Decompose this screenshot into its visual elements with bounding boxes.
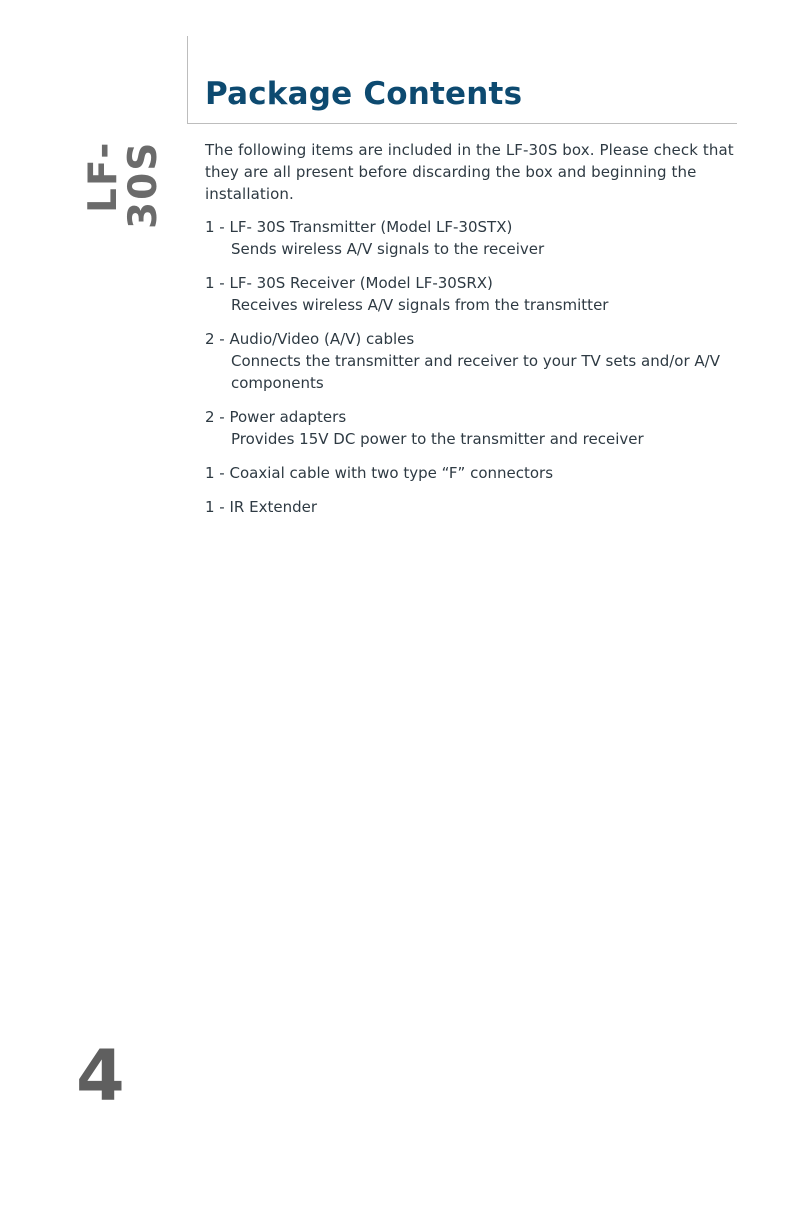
item-title: 1 - LF- 30S Transmitter (Model LF-30STX) (205, 218, 513, 236)
package-contents-list (205, 216, 740, 530)
list-item (205, 328, 740, 394)
item-title: 2 - Audio/Video (A/V) cables (205, 330, 415, 348)
list-item (205, 216, 740, 260)
intro-paragraph: The following items are included in the LF-30S box. Please check that they are all present before discarding the box and beginning the installation. (205, 141, 734, 203)
item-title: 2 - Power adapters (205, 408, 347, 426)
page-number: 4 (76, 1035, 125, 1117)
list-item (205, 406, 740, 450)
item-title: 1 - Coaxial cable with two type “F” connectors (205, 464, 554, 482)
list-item (205, 496, 740, 518)
item-description: Connects the transmitter and receiver to your TV sets and/or A/V components (231, 352, 720, 392)
item-description: Provides 15V DC power to the transmitter and receiver (231, 430, 644, 448)
item-description: Receives wireless A/V signals from the transmitter (231, 296, 609, 314)
side-model-label: LF-30S (81, 141, 166, 230)
page-title: Package Contents (205, 76, 523, 112)
header-vertical-rule (187, 36, 188, 124)
list-item (205, 462, 740, 484)
item-description: Sends wireless A/V signals to the receiver (231, 240, 545, 258)
list-item (205, 272, 740, 316)
header-horizontal-rule (187, 123, 737, 124)
item-title: 1 - LF- 30S Receiver (Model LF-30SRX) (205, 274, 493, 292)
item-title: 1 - IR Extender (205, 498, 317, 516)
